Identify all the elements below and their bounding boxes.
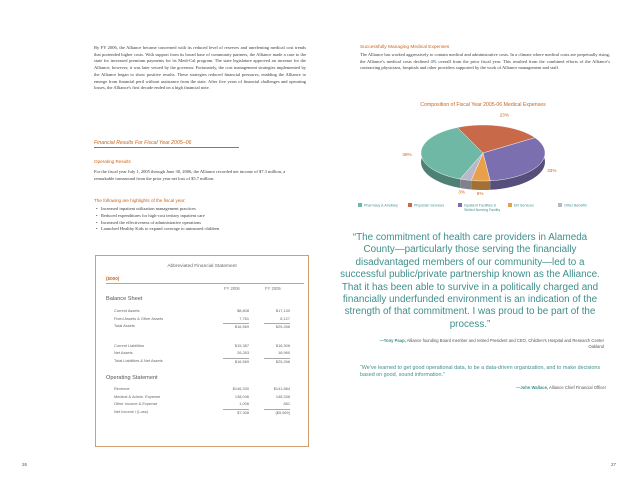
chart-title: Composition of Fiscal Year 2005-06 Medical Expenses <box>420 102 546 108</box>
legend-swatch <box>408 203 412 207</box>
statement-unit: ($000) <box>106 276 120 281</box>
row-value-fy2005: 881 <box>283 401 290 407</box>
table-row <box>114 401 298 408</box>
divider <box>106 283 304 284</box>
pie-value-label: 5% <box>476 190 484 196</box>
row-value-fy2006: $8,808 <box>237 308 249 313</box>
secondary-quote: “We've learned to get good operational data, to be a data-driven organization, and to make decisions based on good, sound information.” <box>360 365 601 379</box>
operating-results-label: Operating Results <box>94 159 131 164</box>
medical-expenses-body: The Alliance has worked aggressively to contain medical and administrative costs. In a climate where medical costs are perpetually rising, the Alliance's medical costs declined 4% overall from the prior fiscal year. This resulted from the combined efforts of the Alliance's contracting physicians, hospitals and other providers supported by the work of Alliance management and staff. <box>360 52 610 71</box>
legend-label: Inpatient Facilities & <box>464 203 497 208</box>
legend-label: Pharmacy & Ancillary <box>364 203 398 208</box>
row-value-fy2005: ($5,569) <box>264 409 290 415</box>
row-label: Current Assets <box>114 308 140 313</box>
pie-value-label: 33% <box>547 167 557 173</box>
legend-label: Other Benefits <box>564 203 587 208</box>
statement-title: Abbreviated Financial Statement <box>167 264 237 269</box>
row-value-fy2005: $141,884 <box>273 386 290 391</box>
pie-slice-side <box>460 179 471 189</box>
secondary-quote-attribution <box>360 385 606 390</box>
legend-label: ER Services <box>514 203 534 208</box>
pull-quote: “The commitment of health care providers in Alameda County—particularly those serving the financially disadvantaged members of our community—led to a successful public/private partnership known as the Alliance. That it has been able to survive in a politically charged and financially underfunded environment is an indication of the strength of that commitment. I was proud to be part of the process.” <box>340 232 600 330</box>
financial-results-heading: Financial Results For Fiscal Year 2005–06 <box>94 140 239 148</box>
balance-sheet-title: Balance Sheet <box>106 296 143 302</box>
row-value-fy2006: $146,330 <box>232 386 249 391</box>
table-row <box>114 323 298 330</box>
row-value-fy2006: $16,569 <box>223 358 249 364</box>
legend-swatch <box>358 203 362 207</box>
quote-attribution <box>364 338 604 349</box>
quote-attribution-name: —Tony Paap, <box>379 338 406 343</box>
highlights-list <box>96 206 296 233</box>
row-value-fy2006: 1,006 <box>239 401 249 407</box>
secondary-attribution-name: —John Wallace, <box>516 385 549 390</box>
highlights-heading: The following are highlights of the fiscal year: <box>94 198 186 203</box>
row-value-fy2005: 18,960 <box>278 350 290 356</box>
column-header-fy2006: FY 2006 <box>224 286 240 291</box>
page-number-right: 27 <box>611 462 617 467</box>
row-value-fy2006: 26,263 <box>237 350 249 356</box>
page-number-left: 26 <box>22 462 28 467</box>
pie-value-label: 23% <box>499 112 509 118</box>
legend-label-line2: Skilled Nursing Facility <box>464 208 501 212</box>
row-value-fy2005: 8,127 <box>280 315 290 321</box>
row-label: Total Assets <box>114 323 135 329</box>
row-label: Other Income & Expense <box>114 401 158 407</box>
row-value-fy2005: $25,266 <box>264 323 290 329</box>
quote-attribution-title: Alliance founding Board member and retired President and CEO, Children's Hospital and Research Center Oakland <box>405 338 604 349</box>
operating-statement-title: Operating Statement <box>106 375 158 381</box>
medical-expenses-pie-chart <box>352 98 614 222</box>
row-label: Total Liabilities & Net Assets <box>114 358 163 363</box>
row-value-fy2005: $25,266 <box>264 358 290 364</box>
table-row <box>114 394 298 401</box>
legend-swatch <box>558 203 562 207</box>
operating-results-body: For the fiscal year July 1, 2005 through June 30, 2006, the Alliance recorded net income of $7.3 million, a remarkable turnaround from the prior year net loss of $5.7 million. <box>94 169 286 181</box>
row-value-fy2005: $16,306 <box>275 342 290 348</box>
table-row <box>114 308 298 315</box>
intro-text <box>94 45 306 92</box>
medical-expenses-heading: Successfully Managing Medical Expenses <box>360 45 450 50</box>
pie-value-label: 38% <box>402 151 412 157</box>
table-row <box>114 316 298 323</box>
list-item: • Increased the effectiveness of administrative operations <box>96 220 296 227</box>
row-value-fy2006: 7,761 <box>239 315 249 321</box>
table-row <box>114 386 298 393</box>
list-item: • Launched Healthy Kids to expand coverage to uninsured children <box>96 226 296 233</box>
row-value-fy2006: $15,387 <box>234 342 249 348</box>
secondary-attribution-title: Alliance Chief Financial Officer <box>548 385 606 390</box>
list-item: • Reduced expenditures for high-cost tertiary inpatient care <box>96 213 296 220</box>
financial-statement-box <box>95 255 309 447</box>
row-label: Current Liabilities <box>114 342 145 348</box>
row-label: Net Assets <box>114 350 133 356</box>
pie-value-label: 3% <box>458 189 465 195</box>
row-label: Revenue <box>114 386 130 391</box>
table-row <box>114 358 298 365</box>
column-header-fy2005: FY 2005 <box>265 286 281 291</box>
row-value-fy2006: 138,046 <box>234 393 249 399</box>
intro-paragraph: By FY 2006, the Alliance became concerned with its reduced level of reserves and unrelenting medical cost trends that portended higher costs. With support from its broad base of community partners, the Alliance made a case to the state for increased premium payments for its Medi-Cal program. The state legislature approved an increase for the Alliance; however, it was later vetoed by the governor. Fortunately, the cost management strategies implemented by the Alliance began to show positive results. These strategies reduced financial pressures, enabling the Alliance to emerge from financial peril without assistance from the state. After five years of financial challenges and operating losses, the Alliance's first decade ended on a high financial note. <box>94 45 306 91</box>
pie-slice-side <box>471 180 490 190</box>
table-row <box>114 350 298 357</box>
table-row <box>114 343 298 350</box>
row-label: Medical & Admin. Expense <box>114 393 161 399</box>
legend-swatch <box>458 203 462 207</box>
legend-label: Physician Services <box>414 203 445 208</box>
row-label: Fixed Assets & Other Assets <box>114 315 164 321</box>
chart-legend <box>358 203 587 212</box>
row-value-fy2006: $16,569 <box>223 323 249 329</box>
row-value-fy2006: $7,308 <box>223 409 249 415</box>
row-value-fy2005: $17,140 <box>275 308 290 313</box>
legend-swatch <box>508 203 512 207</box>
row-label: Net Income / (Loss) <box>114 408 148 414</box>
pie-slices <box>421 125 545 190</box>
table-row <box>114 409 298 416</box>
row-value-fy2005: 148,336 <box>275 393 290 399</box>
list-item: • Increased inpatient utilization management practices <box>96 206 296 213</box>
